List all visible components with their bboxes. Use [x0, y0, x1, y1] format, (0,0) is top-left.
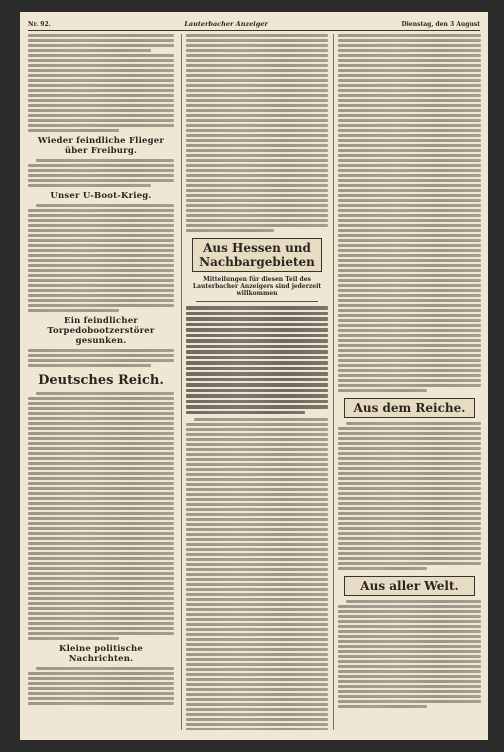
text-block [28, 159, 174, 187]
divider [196, 301, 318, 302]
column-3 [333, 34, 481, 730]
text-block [186, 418, 328, 730]
section-aus-dem-reiche: Aus dem Reiche. [344, 398, 475, 418]
text-block [338, 600, 481, 708]
section-aus-aller-welt: Aus aller Welt. [344, 576, 475, 596]
newspaper-title: Lauterbacher Anzeiger [184, 20, 268, 28]
column-1 [28, 34, 174, 730]
column-2 [181, 34, 328, 730]
text-block [28, 349, 174, 367]
text-block [28, 34, 174, 132]
bold-notice [186, 306, 328, 414]
section-hessen: Aus Hessen und Nachbargebieten [192, 238, 322, 272]
text-block [28, 204, 174, 312]
text-block [28, 667, 174, 705]
headline-kleine-nachrichten: Kleine politische Nachrichten. [59, 644, 143, 664]
headline-torpedoboot: Ein feindlicher Torpedobootzerstörer gesunken. [47, 316, 155, 346]
headline-u-boot: Unser U-Boot-Krieg. [50, 191, 152, 201]
text-block [186, 34, 328, 232]
section-deutsches-reich: Deutsches Reich. [38, 373, 164, 388]
page-header [28, 18, 480, 31]
issue-date: Dienstag, den 3 August [401, 20, 480, 28]
headline-freiburg: Wieder feindliche Flieger über Freiburg. [37, 136, 165, 156]
text-block [338, 34, 481, 392]
text-block [28, 392, 174, 640]
text-block [338, 422, 481, 570]
newspaper-page [20, 12, 488, 740]
section-note: Mitteilungen für diesen Teil des Lauterbacher Anzeigers sind jederzeit willkommen [192, 276, 322, 297]
issue-number: Nr. 92. [28, 20, 51, 28]
